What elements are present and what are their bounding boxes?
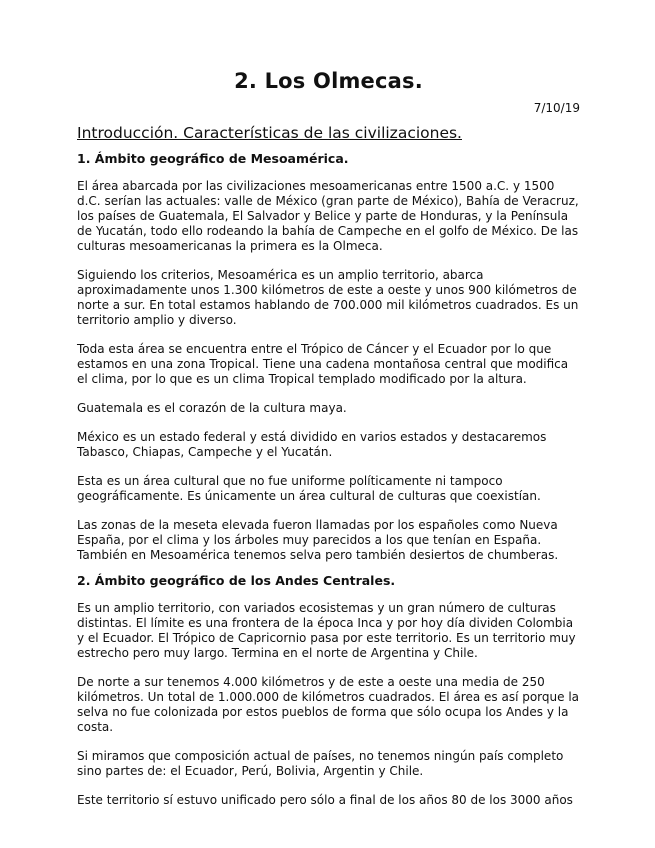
paragraph: Las zonas de la meseta elevada fueron llamadas por los españoles como Nueva España, por el clima y los árboles muy parecidos a los que tenían en España. También en Mesoamérica tenemos selva pero también desiertos de chumberas. — [77, 518, 559, 562]
heading-mesoamerica: 1. Ámbito geográfico de Mesoamérica. — [77, 151, 349, 166]
paragraph: Este territorio sí estuvo unificado pero sólo a final de los años 80 de los 3000 años — [77, 793, 573, 807]
heading-andes: 2. Ámbito geográfico de los Andes Centrales. — [77, 573, 396, 588]
date-label: 7/10/19 — [533, 101, 580, 115]
paragraph: El área abarcada por las civilizaciones mesoamericanas entre 1500 a.C. y 1500 d.C. serían las actuales: valle de México (gran parte de México), Bahía de Veracruz, los países de Guatemala, El Salvador y Belice y parte de Honduras, y la Península de Yucatán, todo ello rodeando la bahía de Campeche en el golfo de México. De las culturas mesoamericanas la primera es la Olmeca. — [77, 179, 579, 253]
paragraph: De norte a sur tenemos 4.000 kilómetros y de este a oeste una media de 250 kilómetros. Un total de 1.000.000 de kilómetros cuadrados. El área es así porque la selva no fue colonizada por estos pueblos de forma que sólo ocupa los Andes y la costa. — [77, 675, 580, 734]
paragraph: Guatemala es el corazón de la cultura maya. — [77, 401, 347, 415]
paragraph: Es un amplio territorio, con variados ecosistemas y un gran número de culturas distintas. El límite es una frontera de la época Inca y por hoy día dividen Colombia y el Ecuador. El Trópico de Capricornio pasa por este territorio. Es un territorio muy estrecho pero muy largo. Termina en el norte de Argentina y Chile. — [77, 601, 576, 660]
paragraph: México es un estado federal y está dividido en varios estados y destacaremos Tabasco, Chiapas, Campeche y el Yucatán. — [77, 430, 547, 459]
section-title: Introducción. Características de las civilizaciones. — [77, 124, 462, 142]
paragraph: Toda esta área se encuentra entre el Trópico de Cáncer y el Ecuador por lo que estamos en una zona Tropical. Tiene una cadena montañosa central que modifica el clima, por lo que es un clima Tropical templado modificado por la altura. — [77, 342, 569, 386]
paragraph: Esta es un área cultural que no fue uniforme políticamente ni tampoco geográficamente. Es únicamente un área cultural de culturas que coexistían. — [77, 474, 541, 503]
paragraph: Siguiendo los criterios, Mesoamérica es un amplio territorio, abarca aproximadamente unos 1.300 kilómetros de este a oeste y unos 900 kilómetros de norte a sur. En total estamos hablando de 700.000 mil kilómetros cuadrados. Es un territorio amplio y diverso. — [77, 268, 579, 327]
page-title: 2. Los Olmecas. — [234, 69, 423, 93]
document-page — [77, 66, 580, 808]
paragraph: Si miramos que composición actual de países, no tenemos ningún país completo sino partes de: el Ecuador, Perú, Bolivia, Argentin y Chile. — [77, 749, 564, 778]
